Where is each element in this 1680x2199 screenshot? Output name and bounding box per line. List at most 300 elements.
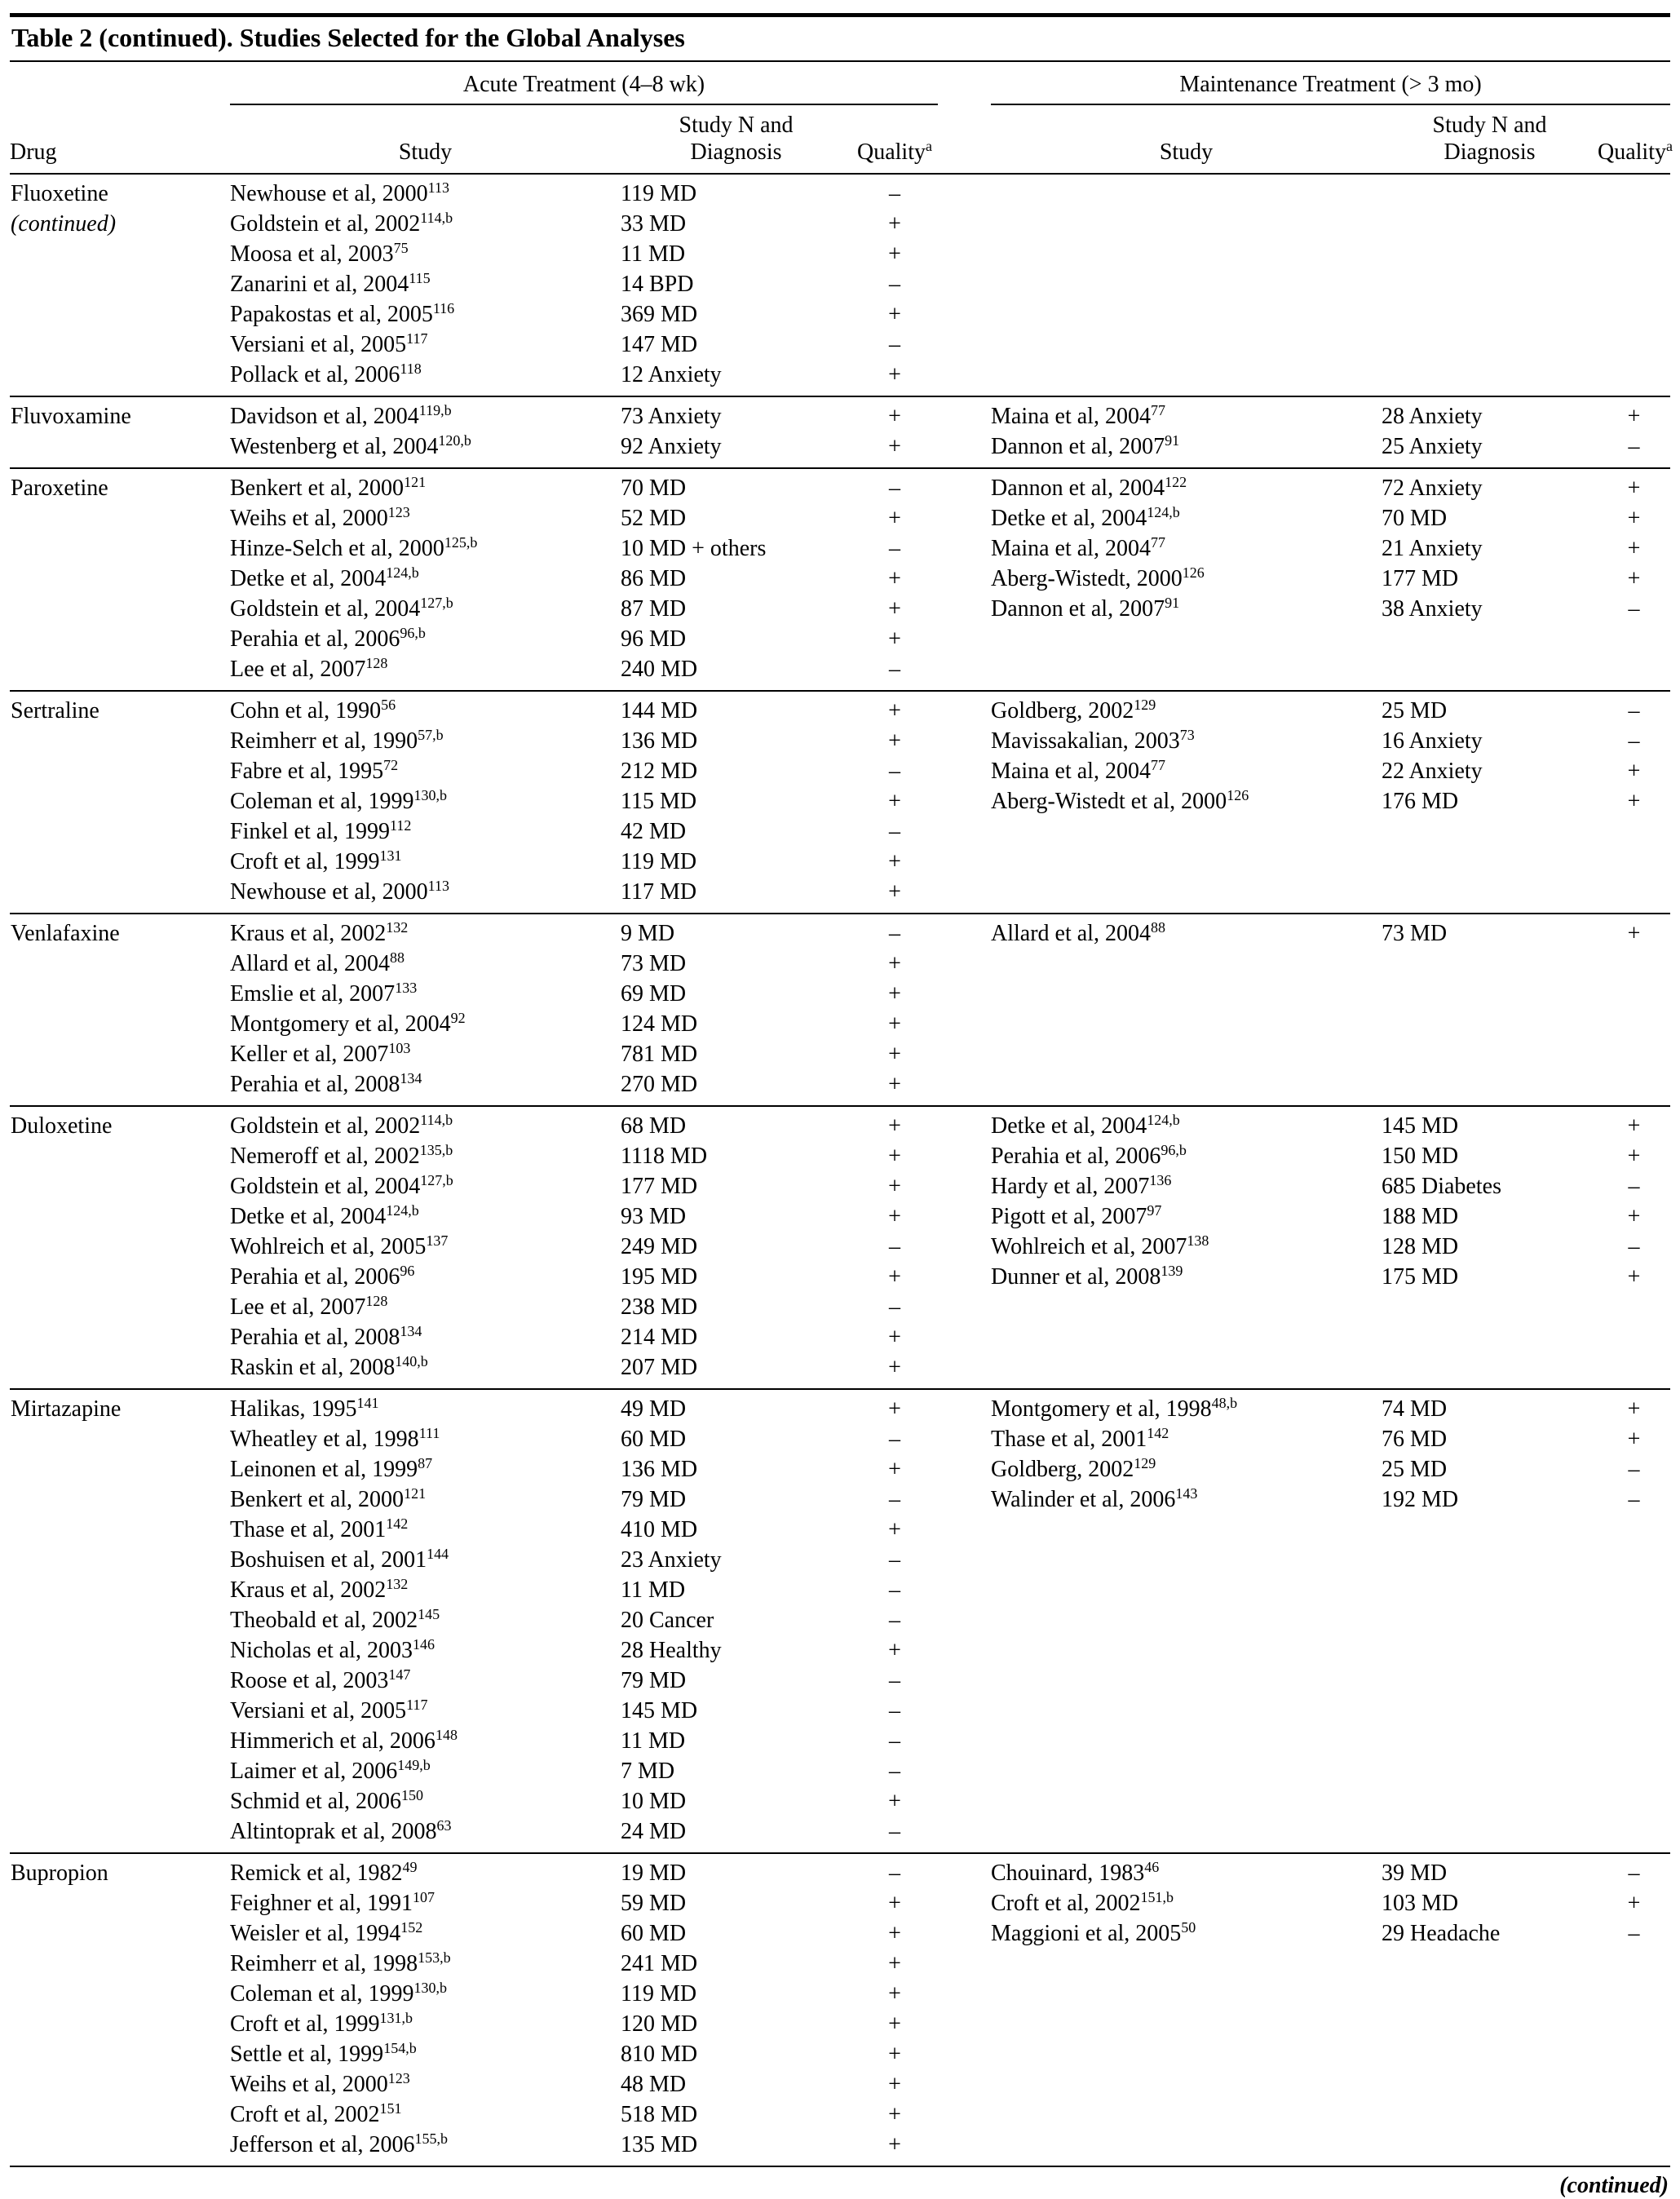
study-citation: Lee et al, 2007	[230, 657, 366, 682]
column-gap	[938, 1292, 991, 1322]
acute-quality-cell: +	[888, 1113, 901, 1139]
table-row	[10, 269, 1670, 299]
acute-n-diagnosis-cell: 19 MD	[621, 1861, 687, 1886]
acute-n-diagnosis-cell: 86 MD	[621, 566, 687, 591]
column-gap	[938, 299, 991, 330]
reference-superscript: 144	[427, 1546, 449, 1562]
study-citation: Settle et al, 1999	[230, 2042, 384, 2067]
acute-n-diagnosis-cell: 270 MD	[621, 1072, 698, 1097]
acute-quality-cell: +	[888, 1042, 901, 1067]
maintenance-study-cell	[991, 1515, 1382, 1545]
table-row	[10, 756, 1670, 786]
drug-cell	[10, 1666, 230, 1696]
maintenance-study-cell	[991, 239, 1382, 269]
acute-n-diagnosis-cell: 136 MD	[621, 1457, 698, 1482]
study-citation: Versiani et al, 2005	[230, 1698, 407, 1723]
study-citation: Montgomery et al, 2004	[230, 1011, 451, 1037]
drug-column-header: Drug	[10, 139, 57, 165]
acute-quality-cell: +	[888, 1325, 901, 1350]
maintenance-n-diagnosis-cell: 72 Anxiety	[1382, 476, 1483, 501]
drug-cell	[10, 1322, 230, 1352]
maintenance-n-diagnosis-cell: 16 Anxiety	[1382, 728, 1483, 754]
acute-study-cell	[230, 1424, 621, 1454]
maintenance-study-cell	[991, 473, 1382, 503]
drug-cell	[10, 431, 230, 462]
reference-superscript: 148	[435, 1727, 458, 1743]
column-gap	[938, 877, 991, 907]
column-gap	[938, 1888, 991, 1918]
study-citation: Roose et al, 2003	[230, 1668, 389, 1693]
acute-study-cell	[230, 269, 621, 299]
maintenance-study-cell	[991, 1454, 1382, 1484]
reference-superscript: 114,b	[420, 210, 453, 226]
maintenance-study-cell	[991, 2039, 1382, 2069]
maintenance-n-diagnosis-cell	[1382, 1786, 1598, 1816]
acute-n-diagnosis-cell: 144 MD	[621, 698, 698, 723]
study-citation: Montgomery et al, 1998	[991, 1396, 1212, 1422]
maintenance-quality-cell	[1598, 877, 1670, 907]
maintenance-treatment-spanner	[991, 72, 1670, 105]
acute-study-cell	[230, 564, 621, 594]
acute-quality-cell: +	[888, 1921, 901, 1946]
drug-name: Mirtazapine	[11, 1396, 122, 1422]
column-gap	[938, 1515, 991, 1545]
acute-quality-cell: +	[888, 2072, 901, 2097]
study-citation: Nemeroff et al, 2002	[230, 1144, 420, 1169]
study-citation: Thase et al, 2001	[991, 1427, 1147, 1452]
table-row	[10, 1605, 1670, 1635]
study-citation: Kraus et al, 2002	[230, 921, 387, 946]
table-row	[10, 918, 1670, 949]
maintenance-study-cell	[991, 1262, 1382, 1292]
maintenance-study-cell	[991, 654, 1382, 684]
acute-study-cell	[230, 1635, 621, 1666]
maintenance-study-cell	[991, 269, 1382, 299]
maintenance-study-cell	[991, 1111, 1382, 1141]
maintenance-n-diagnosis-cell	[1382, 1666, 1598, 1696]
maintenance-study-cell	[991, 2099, 1382, 2130]
acute-n-diagnosis-cell: 119 MD	[621, 849, 697, 874]
column-gap	[938, 1949, 991, 1979]
acute-n-diagnosis-cell: 73 MD	[621, 951, 687, 976]
table-row	[10, 1816, 1670, 1847]
study-citation: Perahia et al, 2006	[230, 626, 400, 652]
study-citation: Coleman et al, 1999	[230, 1981, 414, 2007]
acute-n-diagnosis-cell: 11 MD	[621, 1728, 686, 1754]
maintenance-quality-cell	[1598, 979, 1670, 1009]
drug-name: Fluoxetine	[11, 181, 108, 206]
acute-study-cell	[230, 1232, 621, 1262]
study-citation: Remick et al, 1982	[230, 1861, 403, 1886]
n-diagnosis-header-line2: Diagnosis	[1443, 139, 1536, 165]
maintenance-n-diagnosis-cell	[1382, 2099, 1598, 2130]
acute-study-cell	[230, 360, 621, 390]
acute-n-diagnosis-cell: 69 MD	[621, 981, 687, 1007]
maintenance-study-cell	[991, 503, 1382, 533]
maintenance-n-diagnosis-cell	[1382, 1009, 1598, 1039]
acute-quality-cell: +	[888, 434, 901, 459]
acute-study-cell	[230, 1171, 621, 1201]
table-row	[10, 1394, 1670, 1424]
column-gap	[938, 847, 991, 877]
drug-cell	[10, 1454, 230, 1484]
maintenance-study-cell	[991, 564, 1382, 594]
maintenance-study-cell	[991, 918, 1382, 949]
maintenance-quality-column-header	[1598, 138, 1673, 166]
maintenance-quality-cell	[1598, 1816, 1670, 1847]
maintenance-study-cell	[991, 2069, 1382, 2099]
reference-superscript: 139	[1161, 1263, 1183, 1279]
maintenance-n-diagnosis-cell: 25 MD	[1382, 1457, 1448, 1482]
study-citation: Himmerich et al, 2006	[230, 1728, 435, 1754]
maintenance-study-cell	[991, 1635, 1382, 1666]
drug-name: Paroxetine	[11, 476, 108, 501]
acute-quality-cell: –	[889, 332, 900, 357]
maintenance-study-cell	[991, 330, 1382, 360]
maintenance-n-diagnosis-cell	[1382, 1069, 1598, 1100]
maintenance-study-cell	[991, 2009, 1382, 2039]
maintenance-n-diagnosis-cell: 150 MD	[1382, 1144, 1459, 1169]
maintenance-n-diagnosis-cell: 76 MD	[1382, 1427, 1448, 1452]
drug-cell	[10, 756, 230, 786]
maintenance-quality-cell	[1598, 1726, 1670, 1756]
acute-quality-cell: –	[889, 1577, 900, 1603]
acute-study-cell	[230, 1756, 621, 1786]
maintenance-n-diagnosis-cell: 192 MD	[1382, 1487, 1459, 1512]
drug-cell	[10, 816, 230, 847]
maintenance-quality-cell: +	[1627, 1204, 1641, 1229]
reference-superscript: 141	[356, 1395, 379, 1411]
acute-quality-cell: +	[888, 1951, 901, 1976]
column-gap	[938, 1322, 991, 1352]
reference-superscript: 142	[1147, 1425, 1169, 1441]
acute-study-cell	[230, 847, 621, 877]
reference-superscript: 132	[386, 919, 409, 936]
maintenance-study-cell	[991, 979, 1382, 1009]
acute-quality-cell: +	[888, 1981, 901, 2007]
study-citation: Goldberg, 2002	[991, 698, 1134, 723]
maintenance-study-cell	[991, 756, 1382, 786]
drug-cell	[10, 503, 230, 533]
maintenance-n-diagnosis-cell: 128 MD	[1382, 1234, 1459, 1259]
table-row	[10, 1756, 1670, 1786]
acute-quality-cell: –	[889, 476, 900, 501]
table-row	[10, 1979, 1670, 2009]
reference-superscript: 143	[1175, 1485, 1198, 1502]
study-citation: Croft et al, 1999	[230, 2011, 380, 2037]
maintenance-quality-cell	[1598, 654, 1670, 684]
drug-cell	[10, 1756, 230, 1786]
study-citation: Goldstein et al, 2004	[230, 1174, 421, 1199]
maintenance-study-cell	[991, 877, 1382, 907]
acute-study-cell	[230, 1726, 621, 1756]
acute-n-diagnosis-cell: 115 MD	[621, 789, 697, 814]
study-citation: Reimherr et al, 1998	[230, 1951, 418, 1976]
study-citation: Detke et al, 2004	[230, 566, 387, 591]
maintenance-n-diagnosis-cell	[1382, 299, 1598, 330]
study-citation: Reimherr et al, 1990	[230, 728, 418, 754]
quality-header-label: Quality	[1598, 139, 1666, 165]
study-citation: Davidson et al, 2004	[230, 404, 419, 429]
study-citation: Finkel et al, 1999	[230, 819, 390, 844]
reference-superscript: 140,b	[395, 1353, 428, 1369]
column-gap	[938, 1111, 991, 1141]
maintenance-study-cell	[991, 786, 1382, 816]
table-row	[10, 1262, 1670, 1292]
acute-n-diagnosis-cell: 119 MD	[621, 1981, 697, 2007]
maintenance-study-cell	[991, 1666, 1382, 1696]
maintenance-study-cell	[991, 1696, 1382, 1726]
acute-quality-cell: –	[889, 1728, 900, 1754]
maintenance-study-cell	[991, 1545, 1382, 1575]
reference-superscript: 124,b	[1147, 1112, 1180, 1128]
acute-study-cell	[230, 1262, 621, 1292]
table-row	[10, 330, 1670, 360]
acute-treatment-spanner	[230, 72, 938, 105]
column-gap	[938, 1756, 991, 1786]
acute-quality-cell: –	[889, 272, 900, 297]
maintenance-quality-cell	[1598, 209, 1670, 239]
drug-cell	[10, 1484, 230, 1515]
table-row	[10, 1069, 1670, 1100]
study-citation: Boshuisen et al, 2001	[230, 1547, 427, 1573]
maintenance-n-diagnosis-cell	[1382, 1816, 1598, 1847]
table-row	[10, 1292, 1670, 1322]
study-citation: Thase et al, 2001	[230, 1517, 387, 1542]
drug-cell	[10, 401, 230, 431]
reference-superscript: 91	[1165, 595, 1180, 611]
column-gap	[938, 918, 991, 949]
study-citation: Keller et al, 2007	[230, 1042, 389, 1067]
study-citation: Westenberg et al, 2004	[230, 434, 439, 459]
table-row	[10, 726, 1670, 756]
reference-superscript: 96,b	[400, 625, 426, 641]
maintenance-quality-cell: +	[1627, 536, 1641, 561]
acute-study-cell	[230, 179, 621, 209]
study-citation: Kraus et al, 2002	[230, 1577, 387, 1603]
reference-superscript: 154,b	[383, 2040, 417, 2056]
maintenance-study-cell	[991, 1322, 1382, 1352]
maintenance-n-diagnosis-cell: 29 Headache	[1382, 1921, 1501, 1946]
acute-n-diagnosis-cell: 14 BPD	[621, 272, 694, 297]
acute-quality-cell: –	[889, 1547, 900, 1573]
drug-cell	[10, 1069, 230, 1100]
maintenance-n-diagnosis-cell	[1382, 179, 1598, 209]
drug-cell	[10, 1292, 230, 1322]
acute-study-cell	[230, 696, 621, 726]
column-gap	[938, 2039, 991, 2069]
reference-superscript: 129	[1134, 1455, 1156, 1471]
study-citation: Halikas, 1995	[230, 1396, 357, 1422]
maintenance-n-diagnosis-cell	[1382, 1292, 1598, 1322]
acute-study-cell	[230, 239, 621, 269]
study-citation: Jefferson et al, 2006	[230, 2132, 415, 2157]
study-citation: Goldstein et al, 2004	[230, 596, 421, 622]
acute-study-cell	[230, 816, 621, 847]
table-row	[10, 209, 1670, 239]
column-gap	[938, 786, 991, 816]
acute-n-diagnosis-cell: 241 MD	[621, 1951, 698, 1976]
acute-n-diagnosis-cell: 119 MD	[621, 181, 697, 206]
acute-n-diagnosis-cell: 20 Cancer	[621, 1608, 714, 1633]
column-gap	[938, 1696, 991, 1726]
reference-superscript: 117	[406, 330, 428, 347]
study-citation: Hardy et al, 2007	[991, 1174, 1150, 1199]
maintenance-study-cell	[991, 847, 1382, 877]
drug-cell	[10, 654, 230, 684]
maintenance-study-cell	[991, 1786, 1382, 1816]
drug-cell	[10, 1141, 230, 1171]
acute-quality-cell: +	[888, 506, 901, 531]
acute-study-cell	[230, 1201, 621, 1232]
acute-n-diagnosis-cell: 60 MD	[621, 1427, 687, 1452]
acute-quality-cell: +	[888, 951, 901, 976]
drug-cell	[10, 1232, 230, 1262]
study-citation: Emslie et al, 2007	[230, 981, 396, 1007]
study-citation: Laimer et al, 2006	[230, 1759, 398, 1784]
maintenance-quality-cell: –	[1628, 1457, 1640, 1482]
maintenance-n-diagnosis-cell	[1382, 949, 1598, 979]
reference-superscript: 126	[1227, 787, 1249, 803]
maintenance-quality-cell	[1598, 1666, 1670, 1696]
quality-footnote-marker: a	[1666, 138, 1673, 154]
reference-superscript: 107	[412, 1889, 435, 1905]
study-citation: Altintoprak et al, 2008	[230, 1819, 437, 1844]
column-gap	[938, 239, 991, 269]
drug-cell	[10, 949, 230, 979]
maintenance-quality-cell: +	[1627, 1396, 1641, 1422]
acute-n-diagnosis-column-header	[621, 112, 851, 166]
column-gap	[938, 1394, 991, 1424]
column-gap	[938, 209, 991, 239]
maintenance-n-diagnosis-cell	[1382, 2130, 1598, 2160]
acute-n-diagnosis-cell: 87 MD	[621, 596, 687, 622]
drug-cell	[10, 786, 230, 816]
reference-superscript: 136	[1149, 1172, 1172, 1188]
maintenance-study-cell	[991, 1484, 1382, 1515]
reference-superscript: 152	[400, 1919, 423, 1936]
acute-n-diagnosis-cell: 136 MD	[621, 728, 698, 754]
reference-superscript: 111	[418, 1425, 440, 1441]
maintenance-n-diagnosis-cell	[1382, 1949, 1598, 1979]
acute-study-cell	[230, 1141, 621, 1171]
table-row	[10, 1039, 1670, 1069]
reference-superscript: 123	[387, 504, 410, 520]
acute-quality-cell: +	[888, 2011, 901, 2037]
maintenance-study-cell	[991, 401, 1382, 431]
study-citation: Dannon et al, 2007	[991, 434, 1165, 459]
drug-cell	[10, 1111, 230, 1141]
table-row	[10, 1786, 1670, 1816]
study-citation: Raskin et al, 2008	[230, 1355, 396, 1380]
acute-quality-cell: +	[888, 1264, 901, 1290]
reference-superscript: 134	[400, 1070, 422, 1086]
acute-quality-cell: –	[889, 657, 900, 682]
acute-study-cell	[230, 1039, 621, 1069]
maintenance-study-cell	[991, 1069, 1382, 1100]
maintenance-quality-cell	[1598, 1039, 1670, 1069]
table-row	[10, 816, 1670, 847]
column-gap	[938, 473, 991, 503]
maintenance-n-diagnosis-cell	[1382, 654, 1598, 684]
reference-superscript: 149,b	[397, 1757, 431, 1773]
table-row	[10, 1918, 1670, 1949]
acute-n-diagnosis-cell: 177 MD	[621, 1174, 698, 1199]
table-row	[10, 360, 1670, 390]
acute-n-diagnosis-cell: 33 MD	[621, 211, 687, 237]
maintenance-quality-cell	[1598, 1069, 1670, 1100]
table-row	[10, 786, 1670, 816]
drug-cell	[10, 1888, 230, 1918]
maintenance-quality-cell	[1598, 239, 1670, 269]
acute-study-cell	[230, 1605, 621, 1635]
maintenance-study-cell	[991, 594, 1382, 624]
maintenance-n-diagnosis-cell	[1382, 847, 1598, 877]
maintenance-n-diagnosis-cell: 685 Diabetes	[1382, 1174, 1501, 1199]
drug-cell	[10, 877, 230, 907]
drug-group	[10, 1854, 1670, 2167]
column-gap	[938, 1858, 991, 1888]
maintenance-n-diagnosis-cell	[1382, 2009, 1598, 2039]
maintenance-n-diagnosis-cell: 176 MD	[1382, 789, 1459, 814]
acute-quality-cell: –	[889, 759, 900, 784]
reference-superscript: 124,b	[386, 1202, 419, 1219]
maintenance-n-diagnosis-cell	[1382, 209, 1598, 239]
acute-study-cell	[230, 2130, 621, 2160]
table-row	[10, 1949, 1670, 1979]
table-row	[10, 847, 1670, 877]
acute-quality-cell: –	[889, 1668, 900, 1693]
drug-cell	[10, 624, 230, 654]
reference-superscript: 77	[1150, 534, 1165, 551]
maintenance-n-diagnosis-cell	[1382, 1039, 1598, 1069]
study-citation: Cohn et al, 1990	[230, 698, 382, 723]
drug-cell	[10, 979, 230, 1009]
acute-n-diagnosis-cell: 810 MD	[621, 2042, 698, 2067]
acute-quality-cell: –	[889, 1234, 900, 1259]
acute-quality-cell: +	[888, 404, 901, 429]
maintenance-quality-cell: +	[1627, 506, 1641, 531]
maintenance-quality-cell: +	[1627, 476, 1641, 501]
acute-quality-cell: +	[888, 981, 901, 1007]
acute-n-diagnosis-cell: 70 MD	[621, 476, 687, 501]
study-citation: Weihs et al, 2000	[230, 2072, 388, 2097]
acute-quality-cell: +	[888, 1072, 901, 1097]
column-gap	[938, 1009, 991, 1039]
table-body	[10, 175, 1670, 2167]
acute-study-cell	[230, 401, 621, 431]
column-gap	[938, 1545, 991, 1575]
study-citation: Dannon et al, 2007	[991, 596, 1165, 622]
acute-quality-cell: +	[888, 1457, 901, 1482]
maintenance-n-diagnosis-cell	[1382, 624, 1598, 654]
maintenance-n-diagnosis-cell	[1382, 2069, 1598, 2099]
drug-cell	[10, 2039, 230, 2069]
maintenance-n-diagnosis-cell: 21 Anxiety	[1382, 536, 1483, 561]
column-gap	[938, 533, 991, 564]
study-citation: Detke et al, 2004	[230, 1204, 387, 1229]
drug-cell	[10, 1635, 230, 1666]
acute-n-diagnosis-cell: 42 MD	[621, 819, 687, 844]
maintenance-quality-cell: +	[1627, 1264, 1641, 1290]
table-row	[10, 1352, 1670, 1383]
maintenance-quality-cell: +	[1627, 566, 1641, 591]
maintenance-quality-cell	[1598, 949, 1670, 979]
acute-n-diagnosis-cell: 120 MD	[621, 2011, 698, 2037]
acute-study-cell	[230, 330, 621, 360]
drug-group	[10, 1107, 1670, 1390]
maintenance-quality-cell	[1598, 269, 1670, 299]
